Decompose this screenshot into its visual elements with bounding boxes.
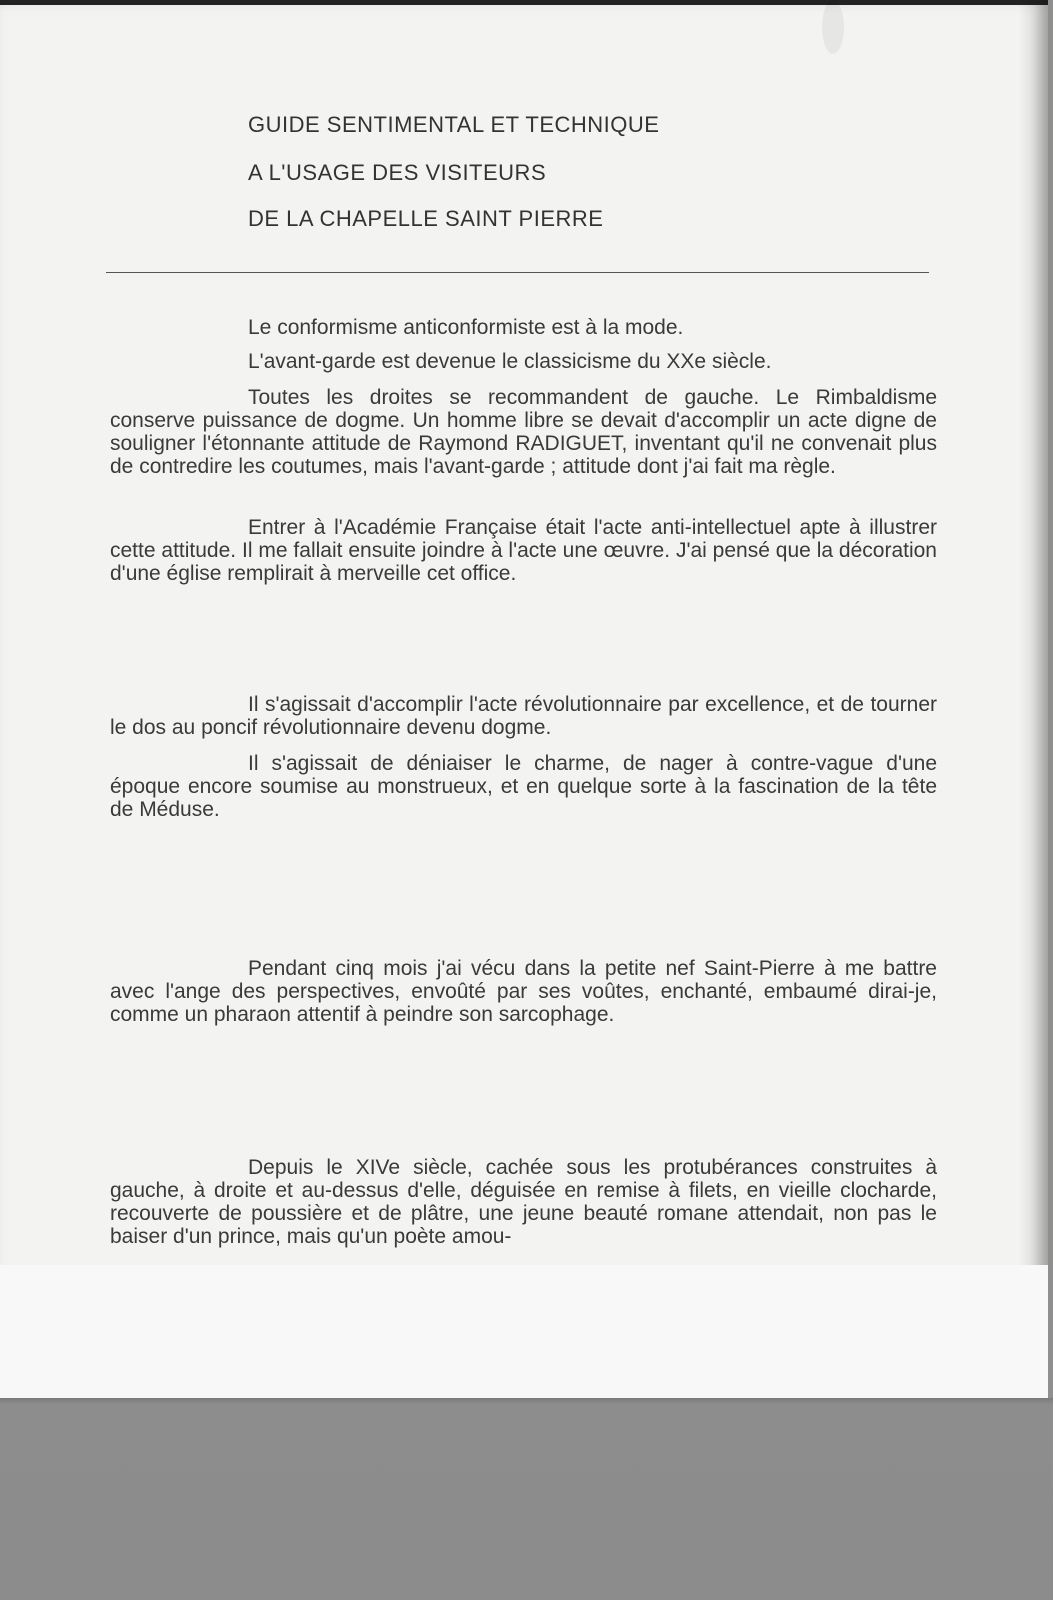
scan-smudge (822, 0, 844, 54)
paragraph-7 (110, 957, 937, 1026)
paragraph-7-text: Pendant cinq mois j'ai vécu dans la petite nef Saint-Pierre à me battre avec l'ange des perspectives, envoûté par ses voûtes, enchanté, embaumé dirai-je, comme un pharaon attentif à peindre son sarcophage. (110, 957, 937, 1026)
page-lower-area (0, 1265, 1048, 1398)
paragraph-8 (110, 1156, 937, 1248)
paragraph-4-text: Entrer à l'Académie Française était l'acte anti-intellectuel apte à illustrer cette attitude. Il me fallait ensuite joindre à l'acte une œuvre. J'ai pensé que la décoration d'une église remplirait à merveille cet office. (110, 516, 937, 585)
title-line-1: GUIDE SENTIMENTAL ET TECHNIQUE (248, 112, 660, 137)
page-edge-shadow (1018, 0, 1048, 1398)
paragraph-3 (110, 386, 937, 478)
title-separator (106, 272, 929, 273)
paragraph-4 (110, 516, 937, 585)
paragraph-3-text: Toutes les droites se recommandent de gauche. Le Rimbaldisme conserve puissance de dogme. Un homme libre se devait d'accomplir un acte digne de souligner l'étonnante attitude de Raymond RADIGUET, inventant qu'il ne convenait plus de contredire les coutumes, mais l'avant-garde ; attitude dont j'ai fait ma règle. (110, 386, 937, 478)
title-line-3: DE LA CHAPELLE SAINT PIERRE (248, 206, 604, 231)
paragraph-1: Le conformisme anticonformiste est à la mode. (248, 316, 684, 339)
title-line-2: A L'USAGE DES VISITEURS (248, 160, 547, 185)
paragraph-5 (110, 693, 937, 739)
paragraph-5-text: Il s'agissait d'accomplir l'acte révolutionnaire par excellence, et de tourner le dos au poncif révolutionnaire devenu dogme. (110, 693, 937, 739)
paragraph-8-text: Depuis le XIVe siècle, cachée sous les protubérances construites à gauche, à droite et au-dessus d'elle, déguisée en remise à filets, en vieille clocharde, recouverte de poussière et de plâtre, une jeune beauté romane attendait, non pas le baiser d'un prince, mais qu'un poète amou- (110, 1156, 937, 1248)
paragraph-6-text: Il s'agissait de déniaiser le charme, de nager à contre-vague d'une époque encore soumise au monstrueux, et en quelque sorte à la fascination de la tête de Méduse. (110, 752, 937, 821)
scanner-background (0, 1398, 1053, 1600)
paragraph-6 (110, 752, 937, 821)
paragraph-2: L'avant-garde est devenue le classicisme du XXe siècle. (248, 350, 772, 373)
